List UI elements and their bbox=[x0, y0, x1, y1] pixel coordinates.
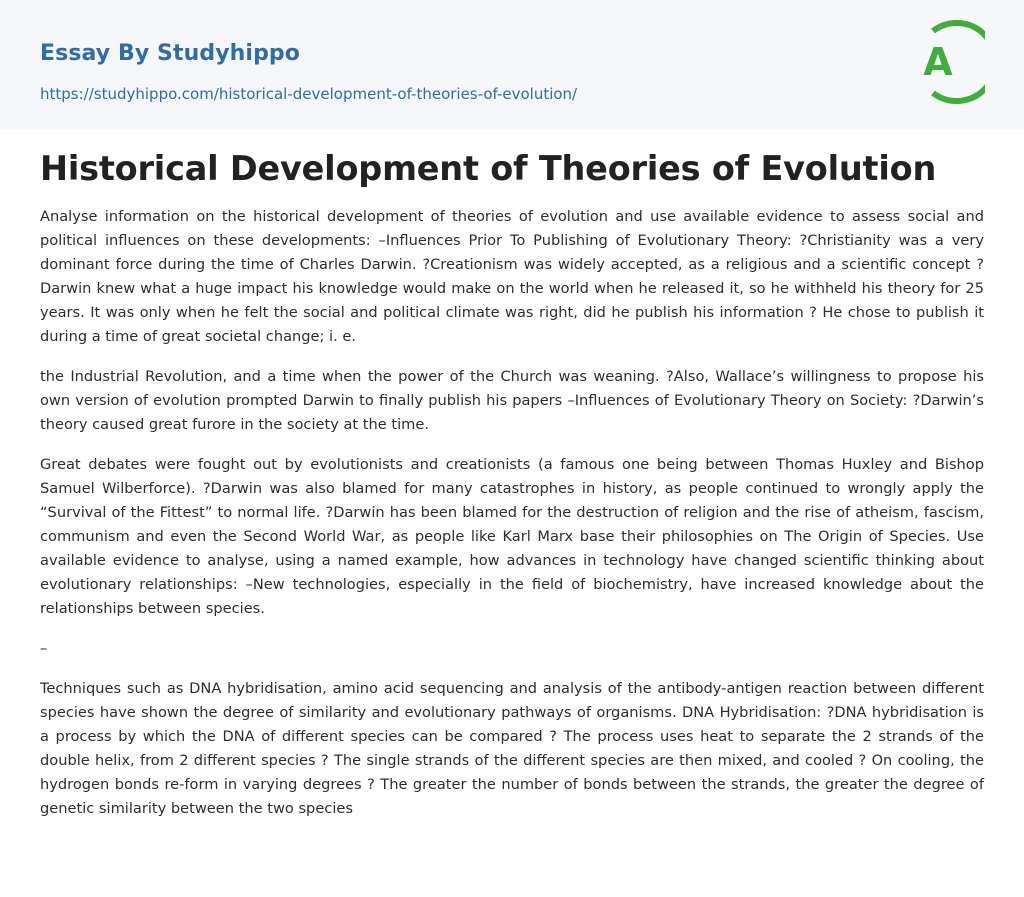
essay-paragraph-separator: – bbox=[40, 640, 48, 657]
essay-paragraph-2: the Industrial Revolution, and a time when the power of the Church was weaning. ?Also, Wallace’s willingness to propose his own version of evolution prompted Darwin to finally publish his papers –Influences of Evolutionary Theory on Society: ?Darwin’s theory caused great furore in the society at the time. bbox=[40, 368, 984, 433]
logo-letter: A bbox=[923, 40, 953, 84]
essay-paragraph-3: Great debates were fought out by evolutionists and creationists (a famous one being between Thomas Huxley and Bishop Samuel Wilberforce). ?Darwin was also blamed for many catastrophes in history, as people continued to wrongly apply the “Survival of the Fittest” to normal life. ?Darwin has been blamed for the destruction of religion and the rise of atheism, fascism, communism and even the Second World War, as people like Karl Marx base their philosophies on The Origin of Species. Use available evidence to analyse, using a named example, how advances in technology have changed scientific thinking about evolutionary relationships: –New technologies, especially in the field of biochemistry, have increased knowledge about the relationships between species. bbox=[40, 456, 984, 617]
essay-url-link[interactable]: https://studyhippo.com/historical-development-of-theories-of-evolution/ bbox=[40, 85, 578, 103]
essay-paragraph-1: Analyse information on the historical development of theories of evolution and use available evidence to assess social and political influences on these developments: –Influences Prior To Publishing of Evolutionary Theory: ?Christianity was a very dominant force during the time of Charles Darwin. ?Creationism was widely accepted, as a religious and a scientific concept ? Darwin knew what a huge impact his knowledge would make on the world when he released it, so he withheld his theory for 25 years. It was only when he felt the social and political climate was right, did he publish his information ? He chose to publish it during a time of great societal change; i. e. bbox=[40, 208, 984, 345]
essay-paragraph-4: Techniques such as DNA hybridisation, amino acid sequencing and analysis of the antibody-antigen reaction between different species have shown the degree of similarity and evolutionary pathways of organisms. DNA Hybridisation: ?DNA hybridisation is a process by which the DNA of different species can be compared ? The process uses heat to separate the 2 strands of the double helix, from 2 different species ? The single strands of the different species are then mixed, and cooled ? On cooling, the hydrogen bonds re-form in varying degrees ? The greater the number of bonds between the strands, the greater the degree of genetic similarity between the two species bbox=[40, 680, 984, 817]
essay-content bbox=[0, 129, 1024, 821]
studyhippo-logo-icon[interactable] bbox=[913, 19, 985, 105]
site-title[interactable]: Essay By Studyhippo bbox=[40, 41, 300, 66]
site-header bbox=[0, 0, 1024, 129]
essay-title: Historical Development of Theories of Evolution bbox=[40, 149, 937, 188]
